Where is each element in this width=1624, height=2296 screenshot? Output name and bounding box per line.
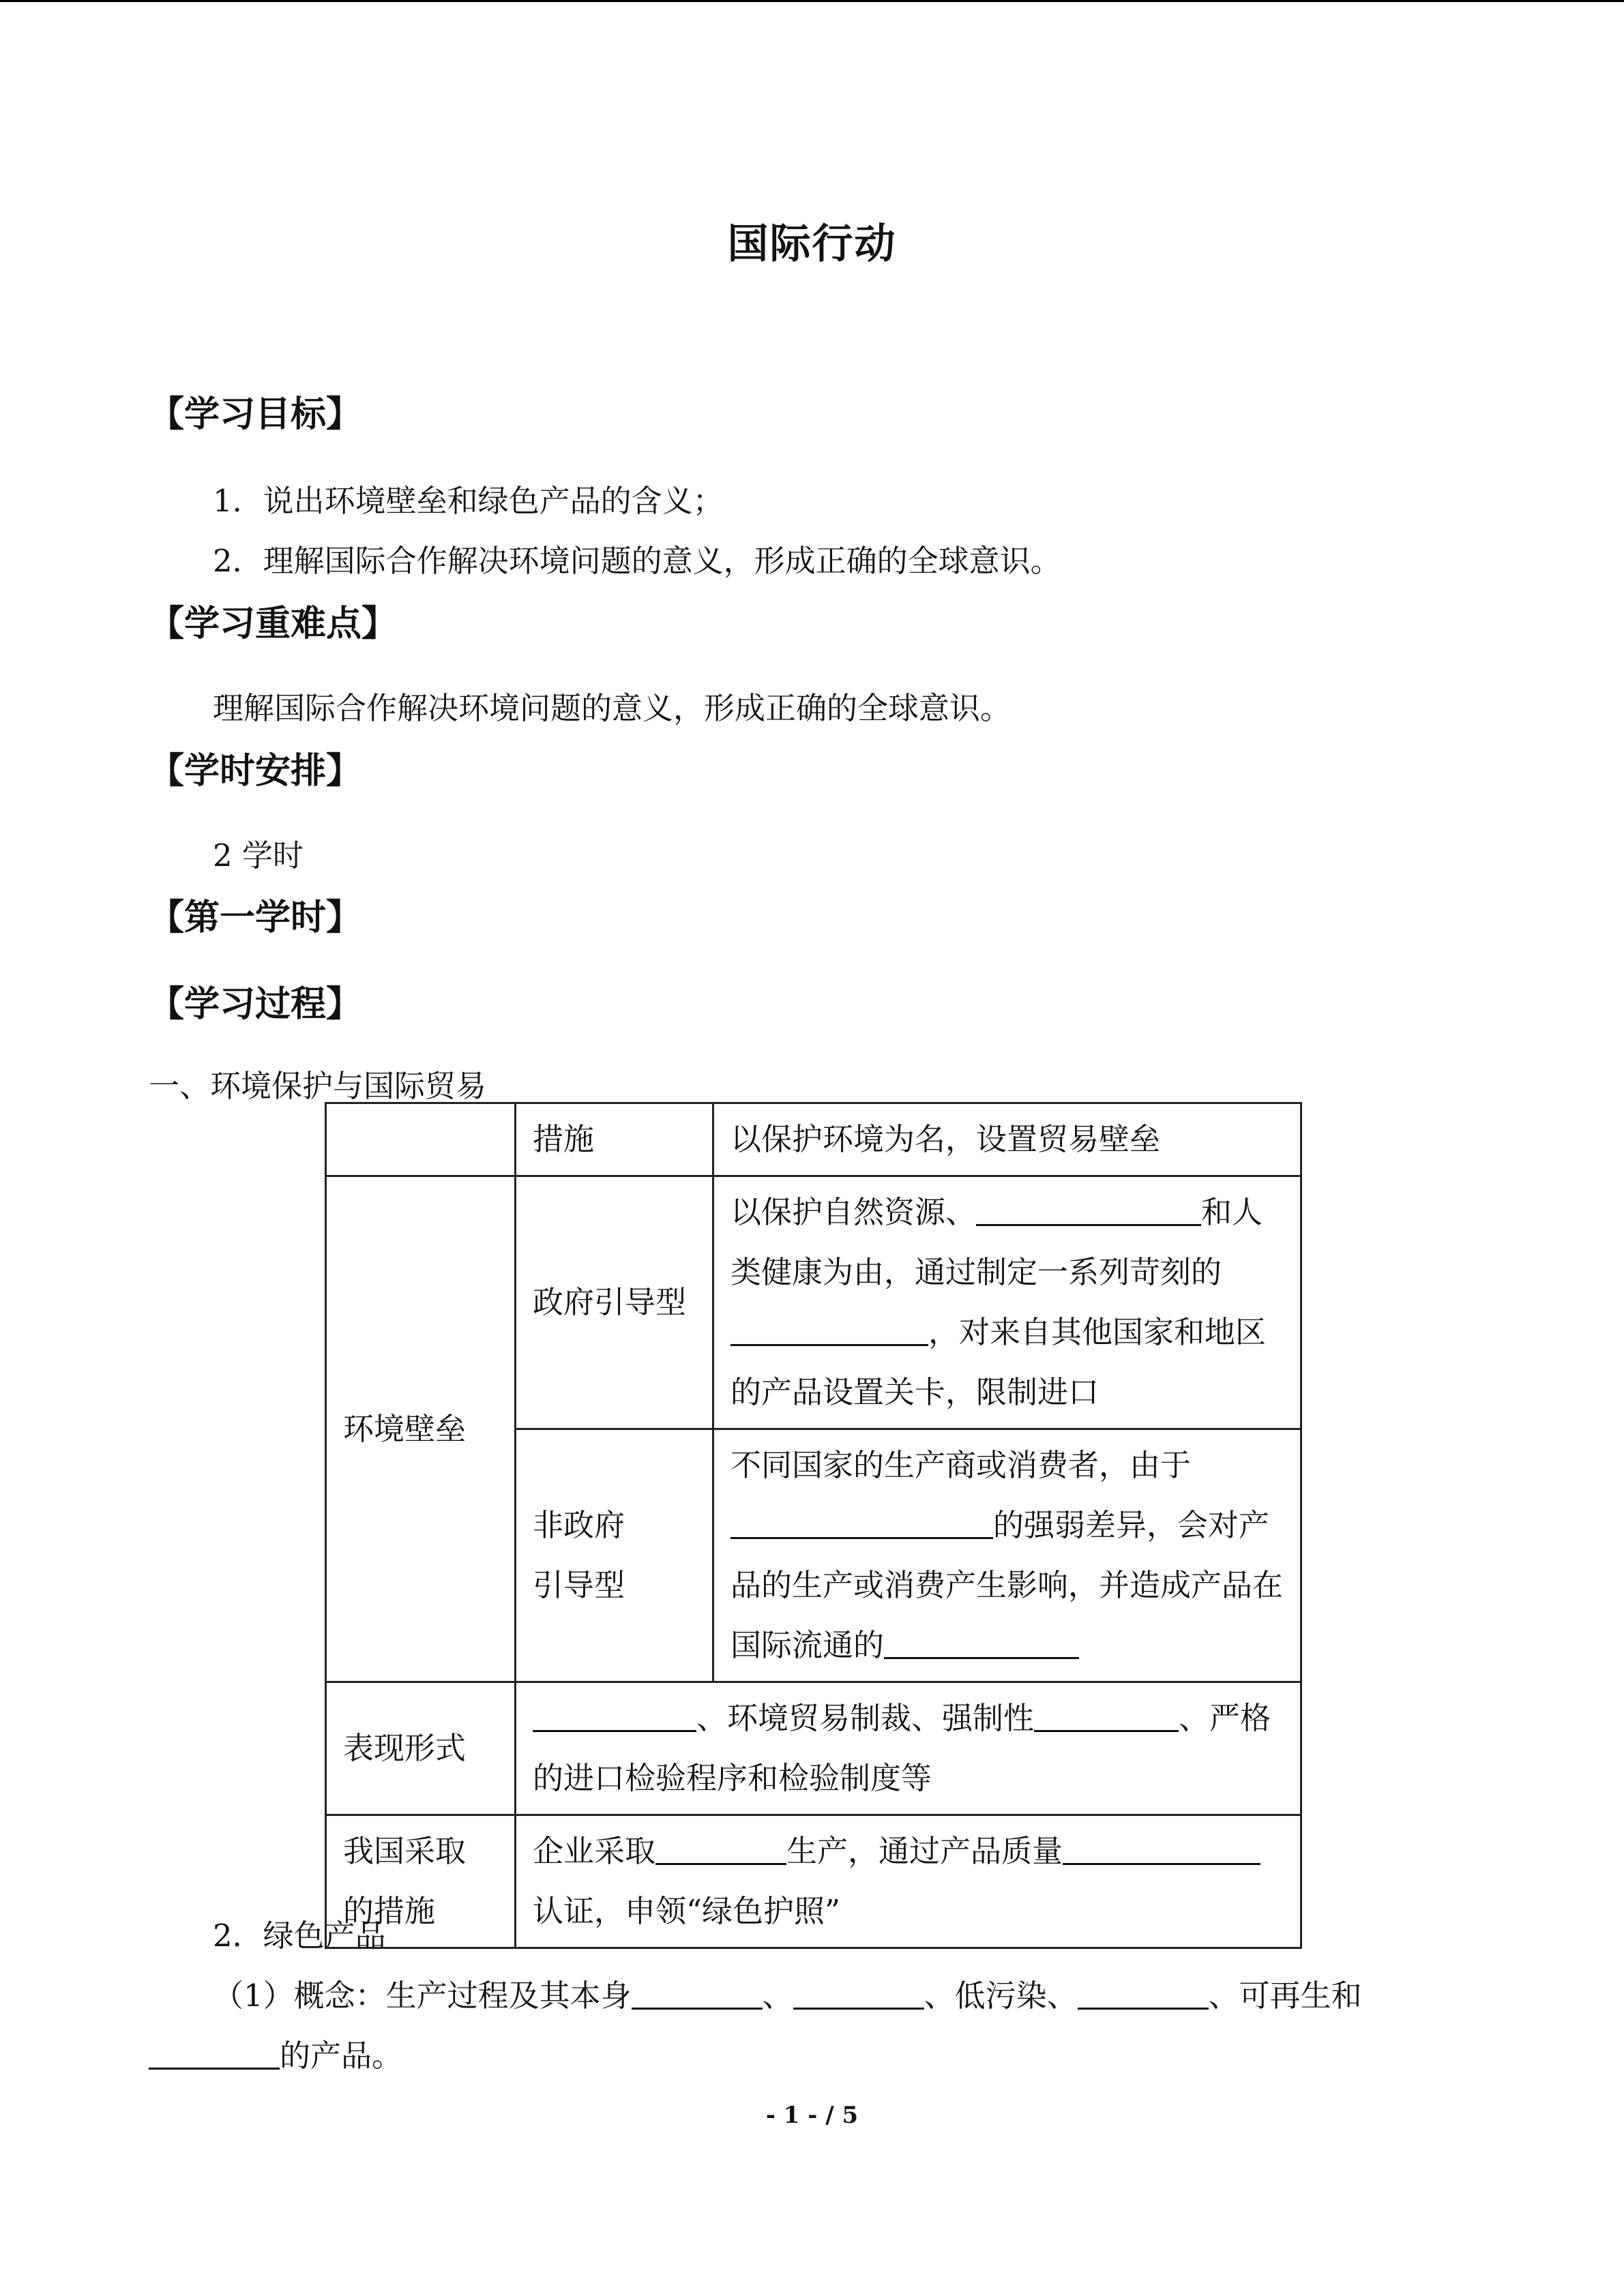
concept-text-part: 的产品。 (280, 2038, 403, 2074)
fill-blank[interactable] (1078, 1977, 1209, 2010)
measures-text: 以保护环境为名，设置贸易壁垒 (713, 1103, 1301, 1176)
fill-blank[interactable] (730, 1313, 928, 1346)
china-label-line: 的措施 (343, 1893, 436, 1929)
gov-text-part: 以保护自然资源、 (730, 1194, 977, 1230)
page-title: 国际行动 (727, 220, 897, 268)
forms-label: 表现形式 (326, 1682, 516, 1815)
fill-blank[interactable] (655, 1832, 786, 1865)
concept-text-part: （1）概念：生产过程及其本身 (213, 1978, 632, 2014)
nongov-text-part: 的强弱差异，会对产品的生产或消费产生影响，并造成产品在国际流通的 (730, 1507, 1284, 1663)
gov-text-part: 和人类健康为由，通过制定一系列苛刻的 (730, 1194, 1263, 1290)
first-period-heading: 【第一学时】 (149, 897, 362, 938)
gov-guided-text (713, 1176, 1301, 1429)
non-gov-guided-text (713, 1429, 1301, 1682)
non-gov-guided-label (516, 1429, 713, 1682)
page-number: - 1 - / 5 (765, 2102, 859, 2129)
objectives-heading: 【学习目标】 (149, 394, 362, 435)
concept-text-part: 、可再生和 (1208, 1978, 1362, 2014)
fill-blank[interactable] (1034, 1699, 1179, 1732)
environment-trade-table (325, 1102, 1302, 1949)
table-row (326, 1176, 1301, 1429)
table-row (326, 1103, 1301, 1176)
measures-label: 措施 (516, 1103, 713, 1176)
part-one-heading: 一、环境保护与国际贸易 (149, 1068, 487, 1104)
fill-blank[interactable] (976, 1193, 1201, 1226)
process-heading: 【学习过程】 (149, 984, 362, 1025)
green-products-concept-line-1 (213, 1971, 1362, 2015)
fill-blank[interactable] (1063, 1832, 1260, 1865)
china-measures-text (516, 1815, 1301, 1948)
concept-text-part: 、低污染、 (924, 1978, 1078, 2014)
china-label-line: 我国采取 (343, 1833, 467, 1869)
schedule-heading: 【学时安排】 (149, 751, 362, 792)
gov-text-part: ，对来自其他国家和地区的产品设置关卡，限制进口 (730, 1314, 1267, 1410)
china-text-part: 企业采取 (533, 1833, 656, 1869)
forms-text (516, 1682, 1301, 1815)
fill-blank[interactable] (730, 1506, 993, 1539)
green-products-heading: 2．绿色产品 (213, 1918, 386, 1954)
top-border-line (0, 0, 1624, 2)
nongov-text-part: 不同国家的生产商或消费者，由于 (730, 1447, 1192, 1483)
key-points-heading: 【学习重难点】 (149, 603, 398, 644)
table-row (326, 1682, 1301, 1815)
fill-blank[interactable] (793, 1977, 924, 2010)
table-cell-empty (326, 1103, 516, 1176)
objective-item-2: 2．理解国际合作解决环境问题的意义，形成正确的全球意识。 (213, 543, 1061, 579)
gov-guided-label: 政府引导型 (516, 1176, 713, 1429)
green-products-concept-line-2 (149, 2031, 402, 2075)
fill-blank[interactable] (632, 1977, 763, 2010)
objective-item-1: 1．说出环境壁垒和绿色产品的含义； (213, 483, 724, 519)
key-points-text: 理解国际合作解决环境问题的意义，形成正确的全球意识。 (213, 690, 1012, 726)
barrier-label: 环境壁垒 (326, 1176, 516, 1682)
forms-text-part: 、严格的进口检验程序和检验制度等 (533, 1700, 1271, 1796)
non-gov-label-line: 非政府 (533, 1507, 625, 1543)
fill-blank[interactable] (884, 1626, 1079, 1659)
fill-blank[interactable] (533, 1699, 696, 1732)
china-text-part: 生产，通过产品质量 (786, 1833, 1063, 1869)
forms-text-part: 、环境贸易制裁、强制性 (696, 1700, 1035, 1736)
table-row (326, 1815, 1301, 1948)
non-gov-label-line: 引导型 (533, 1567, 625, 1603)
concept-text-part: 、 (762, 1978, 793, 2014)
schedule-text: 2 学时 (213, 837, 304, 874)
fill-blank[interactable] (149, 2037, 280, 2070)
china-text-part: 认证，申领“绿色护照” (533, 1893, 841, 1929)
